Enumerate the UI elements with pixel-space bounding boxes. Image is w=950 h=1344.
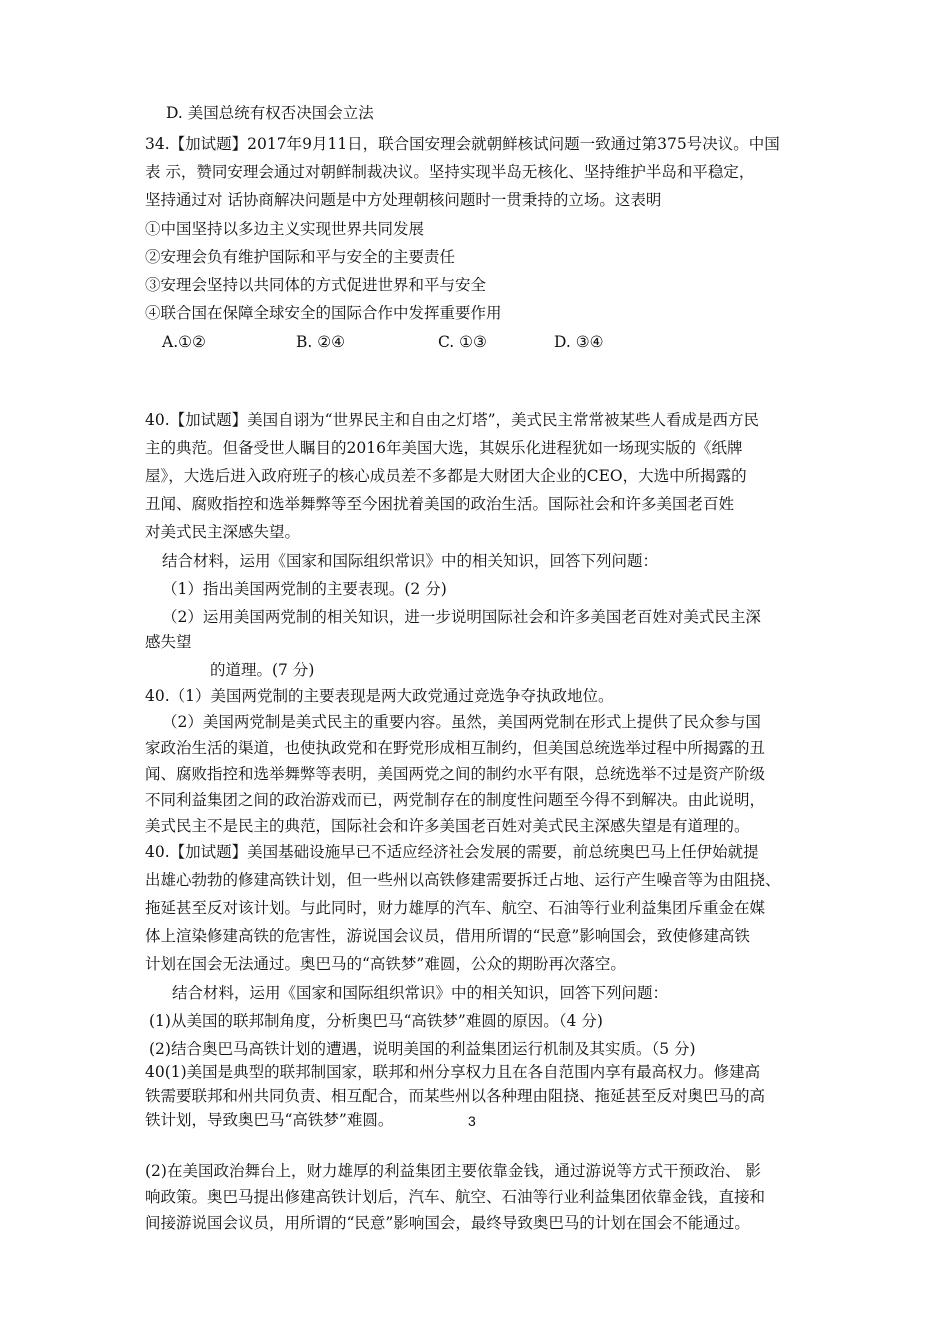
- q34-stem-line-1: 34.【加试题】2017年9月11日，联合国安理会就朝鲜核试问题一致通过第375号决议。中国: [145, 135, 780, 153]
- q40a-question-2-line-3: 的道理。(7 分): [210, 661, 315, 679]
- q40b-material-line-4: 体上渲染修建高铁的危害性，游说国会议员，借用所谓的“民意”影响国会，致使修建高铁: [145, 927, 750, 945]
- q40a-material-line-4: 丑闻、腐败指控和选举舞弊等至今困扰着美国的政治生活。国际社会和许多美国老百姓: [145, 495, 735, 513]
- q40a-material-line-1: 40.【加试题】美国自诩为“世界民主和自由之灯塔”，美式民主常常被某些人看成是西方民: [145, 411, 760, 429]
- q40a-material-line-3: 屋》，大选后进入政府班子的核心成员差不多都是大财团大企业的CEO，大选中所揭露的: [145, 467, 747, 485]
- a40b-part1-line-3: 铁计划，导致奥巴马“高铁梦”难圆。: [145, 1111, 394, 1129]
- q40b-prompt: 结合材料，运用《国家和国际组织常识》中的相关知识，回答下列问题：: [172, 984, 669, 1002]
- q34-statement-4: ④联合国在保障全球安全的国际合作中发挥重要作用: [145, 304, 502, 322]
- q34-statement-1: ①中国坚持以多边主义实现世界共同发展: [145, 220, 425, 238]
- q34-option-d: D. ③④: [554, 333, 604, 351]
- q40a-question-2-line-1: （2）运用美国两党制的相关知识，进一步说明国际社会和许多美国老百姓对美式民主深: [162, 608, 761, 626]
- a40b-part1-line-1: 40(1)美国是典型的联邦制国家，联邦和州分享权力且在各自范围内享有最高权力。修建高: [145, 1063, 761, 1081]
- a40a-line-5: 不同利益集团之间的政治游戏而已，两党制存在的制度性问题至今得不到解决。由此说明，: [145, 791, 766, 809]
- q34-option-c: C. ①③: [438, 333, 487, 351]
- a40b-part2-line-2: 响政策。奥巴马提出修建高铁计划后，汽车、航空、石油等行业利益集团依靠金钱，直接和: [145, 1188, 766, 1206]
- q40b-question-2: (2)结合奥巴马高铁计划的遭遇，说明美国的利益集团运行机制及其实质。（5 分): [149, 1040, 696, 1058]
- q40b-material-line-3: 拖延甚至反对该计划。与此同时，财力雄厚的汽车、航空、石油等行业利益集团斥重金在媒: [145, 899, 766, 917]
- q40a-question-2-line-2: 感失望: [145, 633, 192, 651]
- q34-statement-2: ②安理会负有维护国际和平与安全的主要责任: [145, 248, 456, 266]
- a40a-line-4: 闻、腐败指控和选举舞弊等表明，美国两党之间的制约水平有限，总统选举不过是资产阶级: [145, 765, 766, 783]
- q40a-material-line-2: 主的典范。但备受世人瞩目的2016年美国大选，其娱乐化进程犹如一场现实版的《纸牌: [145, 439, 743, 457]
- q34-option-b: B. ②④: [296, 333, 346, 351]
- a40a-line-1: 40.（1）美国两党制的主要表现是两大政党通过竞选争夺执政地位。: [145, 687, 614, 705]
- q40b-material-line-2: 出雄心勃勃的修建高铁计划，但一些州以高铁修建需要拆迁占地、运行产生噪音等为由阻挠、: [145, 871, 781, 889]
- a40b-part2-line-3: 间接游说国会议员，用所谓的“民意”影响国会，最终导致奥巴马的计划在国会不能通过。: [145, 1214, 750, 1232]
- q34-stem-line-2: 表 示，赞同安理会通过对朝鲜制裁决议。坚持实现半岛无核化、坚持维护半岛和平稳定，: [145, 163, 755, 181]
- q40b-material-line-1: 40.【加试题】美国基础设施早已不适应经济社会发展的需要，前总统奥巴马上任伊始就提: [145, 843, 759, 861]
- q40a-material-line-5: 对美式民主深感失望。: [145, 523, 301, 541]
- a40a-line-2: （2）美国两党制是美式民主的重要内容。虽然，美国两党制在形式上提供了民众参与国: [162, 713, 761, 731]
- a40b-part1-line-2: 铁需要联邦和州共同负责、相互配合，而某些州以各种理由阻挠、拖延甚至反对奥巴马的高: [145, 1087, 766, 1105]
- page-number: 3: [468, 1113, 476, 1129]
- q40a-question-1: （1）指出美国两党制的主要表现。(2 分): [162, 580, 447, 598]
- q34-stem-line-3: 坚持通过对 话协商解决问题是中方处理朝核问题时一贯秉持的立场。这表明: [145, 191, 662, 209]
- q34-option-a: A.①②: [162, 333, 206, 351]
- a40a-line-3: 家政治生活的渠道，也使执政党和在野党形成相互制约，但美国总统选举过程中所揭露的丑: [145, 739, 766, 757]
- q33-option-d: D. 美国总统有权否决国会立法: [166, 104, 374, 122]
- q40a-prompt: 结合材料，运用《国家和国际组织常识》中的相关知识，回答下列问题：: [162, 552, 659, 570]
- a40a-line-6: 美式民主不是民主的典范，国际社会和许多美国老百姓对美式民主深感失望是有道理的。: [145, 817, 750, 835]
- q40b-question-1: (1)从美国的联邦制角度，分析奥巴马“高铁梦”难圆的原因。（4 分): [149, 1012, 603, 1030]
- a40b-part2-line-1: (2)在美国政治舞台上，财力雄厚的利益集团主要依靠金钱，通过游说等方式干预政治、 影: [145, 1162, 761, 1180]
- q34-statement-3: ③安理会坚持以共同体的方式促进世界和平与安全: [145, 276, 487, 294]
- q40b-material-line-5: 计划在国会无法通过。奥巴马的“高铁梦”难圆，公众的期盼再次落空。: [145, 955, 626, 973]
